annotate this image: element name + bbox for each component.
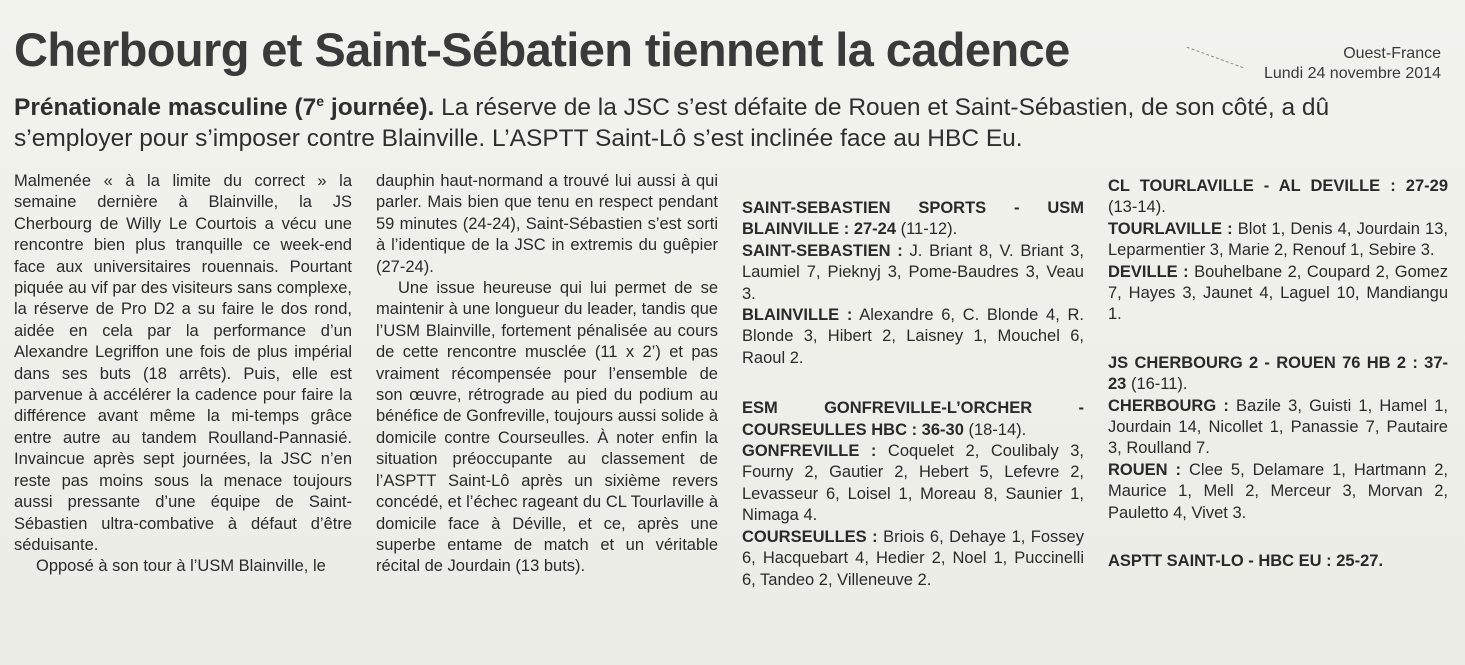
team-name: TOURLAVILLE : xyxy=(1108,219,1233,238)
match-title: ASPTT SAINT-LO - HBC EU : 25-27. xyxy=(1108,552,1384,571)
team-name: BLAINVILLE : xyxy=(742,306,853,325)
results-column-2 xyxy=(1108,176,1448,573)
match-halftime: (16-11). xyxy=(1126,375,1188,394)
match-halftime: (13-14). xyxy=(1108,198,1166,217)
team-players: Bouhelbane 2, Coupard 2, Gomez 7, Hayes 3, Jaunet 4, Laguel 10, Mandiangu 1. xyxy=(1108,262,1448,324)
body-paragraph: Malmenée « à la limite du correct » la semaine dernière à Blainville, la JS Cherbourg de Willy Le Courtois a vécu une rencontre bien plus tranquille ce week-end face aux universitaires rouennais. Pourtant piquée au vif par des visiteurs sans complexe, la réserve de Pro D2 a su faire le dos rond, aidée en cela par la performance d’un Alexandre Legriffon une fois de plus impérial dans ses buts (18 arrêts). Puis, elle est parvenue à accélérer la cadence pour faire la différence avant même la mi-temps grâce entre autre au tandem Roulland-Pannasié. Invaincue après sept journées, la JSC n’en reste pas moins sous la menace toujours aussi pressante d’une équipe de Saint-Sébastien ultra-combative à défaut d’être séduisante. xyxy=(14,172,352,554)
team-players: J. Briant 8, V. Briant 3, Laumiel 7, Pieknyj 3, Pome-Baudres 3, Veau 3. xyxy=(742,241,1084,303)
source-date: Lundi 24 novembre 2014 xyxy=(1263,65,1441,82)
match-result xyxy=(742,398,1084,591)
article-source xyxy=(1264,44,1441,84)
results-column-1 xyxy=(742,198,1084,591)
body-paragraph: Une issue heureuse qui lui permet de se maintenir à une longueur du leader, tandis que l’USM Blainville, fortement pénalisée au cours de cette rencontre musclée (11 x 2’) et pas vraiment récompensée pour l’ensemble de son œuvre, rétrograde au pied du podium au bénéfice de Gonfreville, toujours aussi solide à domicile contre Courseulles. À noter enfin la situation préoccupante au classement de l’ASPTT Saint-Lô après un sixième revers concédé, et l’échec rageant du CL Tourlaville à domicile face à Déville, et ce, après une superbe entame de match et un véritable récital de Jourdain (13 buts). xyxy=(376,279,718,576)
match-title: ESM GONFREVILLE-L’ORCHER - COURSEULLES HBC : 36-30 xyxy=(742,399,1084,439)
team-players: Clee 5, Delamare 1, Hartmann 2, Maurice 1, Mell 2, Merceur 3, Morvan 2, Pauletto 4, Vivet 3. xyxy=(1108,460,1448,522)
body-column-2 xyxy=(376,171,718,578)
team-players: Coquelet 2, Coulibaly 3, Fourny 2, Gautier 2, Hebert 5, Lefevre 2, Levasseur 6, Loisel 1, Moreau 8, Saunier 1, Nimaga 4. xyxy=(742,442,1085,525)
match-result xyxy=(1108,176,1448,326)
team-players: Bazile 3, Guisti 1, Hamel 1, Jourdain 14, Nicollet 1, Panassie 7, Pautaire 3, Roulland 7. xyxy=(1108,396,1448,458)
match-result xyxy=(1108,551,1448,572)
match-halftime: (18-14). xyxy=(963,420,1027,439)
article-headline: Cherbourg et Saint-Sébatien tiennent la cadence xyxy=(14,23,1070,76)
team-name: ROUEN : xyxy=(1108,460,1182,479)
source-name: Ouest-France xyxy=(1343,45,1441,62)
team-name: CHERBOURG : xyxy=(1108,396,1229,415)
standfirst-text: La réserve de la JSC s’est défaite de Rouen et Saint-Sébastien, de son côté, a dû s’employer pour s’imposer contre Blainville. L’ASPTT Saint-Lô s’est inclinée face au HBC Eu. xyxy=(14,94,1330,153)
match-title: CL TOURLAVILLE - AL DEVILLE : 27-29 xyxy=(1108,177,1448,195)
article-standfirst xyxy=(14,86,1454,154)
match-halftime: (11-12). xyxy=(896,220,958,239)
body-column-1 xyxy=(14,171,352,578)
body-paragraph: dauphin haut-normand a trouvé lui aussi à qui parler. Mais bien que tenu en respect pendant 59 minutes (24-24), Saint-Sébastien s’est sorti à l’identique de la JSC in extremis du guêpier (27-24). xyxy=(376,172,718,276)
team-name: DEVILLE : xyxy=(1108,262,1189,281)
body-paragraph: Opposé à son tour à l’USM Blainville, le xyxy=(36,557,326,576)
match-title: SAINT-SEBASTIEN SPORTS - USM BLAINVILLE : 27-24 xyxy=(742,199,1084,239)
team-name: COURSEULLES : xyxy=(742,527,878,546)
match-title: JS CHERBOURG 2 - ROUEN 76 HB 2 : 37-23 xyxy=(1108,353,1448,394)
standfirst-lead: Prénationale masculine (7e journée). xyxy=(14,93,435,122)
team-players: Alexandre 6, C. Blonde 4, R. Blonde 3, Hibert 2, Laisney 1, Mouchel 6, Raoul 2. xyxy=(742,306,1084,367)
team-name: GONFREVILLE : xyxy=(742,442,877,461)
match-result xyxy=(742,198,1084,369)
team-players: Briois 6, Dehaye 1, Fossey 6, Hacquebart 4, Hedier 2, Noel 1, Puccinelli 6, Tandeo 2, Villeneuve 2. xyxy=(742,527,1084,589)
team-players: Blot 1, Denis 4, Jourdain 13, Leparmentier 3, Marie 2, Renouf 1, Sebire 3. xyxy=(1108,219,1448,260)
match-result xyxy=(1108,353,1448,524)
team-name: SAINT-SEBASTIEN : xyxy=(742,241,903,260)
